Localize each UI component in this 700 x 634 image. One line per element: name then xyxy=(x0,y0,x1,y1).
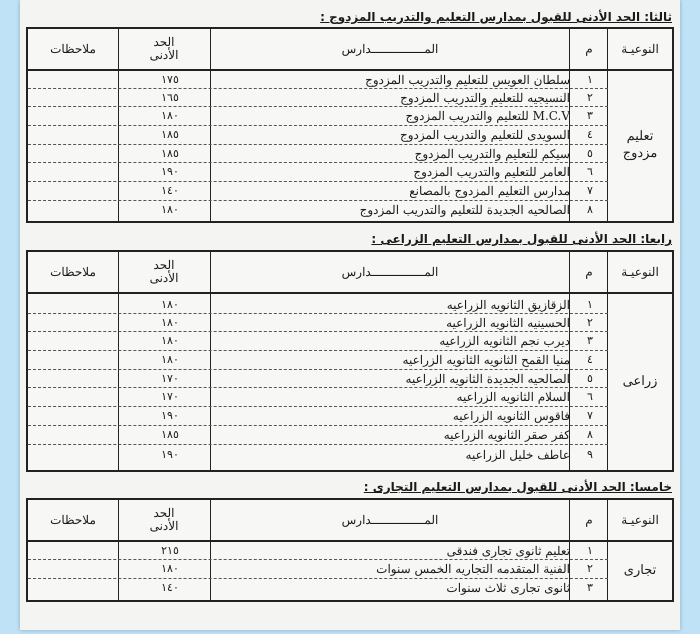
row-school: ديرب نجم الثانويه الزراعيه xyxy=(439,334,570,348)
row-min: ١٨٠ xyxy=(161,353,179,366)
row-num: ٢ xyxy=(587,562,593,575)
table-header xyxy=(28,252,672,294)
row-min: ١٨٠ xyxy=(161,298,179,311)
row-min: ١٩٠ xyxy=(161,409,179,422)
section-heading-dual: ثالثا: الحد الأدنى للقبول بمدارس التعليم والتدريب المزدوج : xyxy=(320,10,672,24)
row-num: ٥ xyxy=(587,147,593,160)
row-school: سلطان العويس للتعليم والتدريب المزدوج xyxy=(365,73,570,87)
header-min-line2: الأدنى xyxy=(149,519,179,533)
type-line: تجارى xyxy=(623,562,657,578)
row-num: ٢ xyxy=(587,91,593,104)
header-min xyxy=(118,29,210,69)
row-school: تعليم ثانوى تجارى فندقى xyxy=(446,544,570,558)
column-divider xyxy=(118,500,119,600)
header-notes: ملاحظات xyxy=(50,41,96,56)
row-divider xyxy=(28,559,608,560)
row-min: ١٧٠ xyxy=(161,390,179,403)
row-min: ١٧٥ xyxy=(161,73,179,86)
header-notes: ملاحظات xyxy=(50,264,96,279)
row-num: ٥ xyxy=(587,372,593,385)
type-cell xyxy=(608,69,672,221)
row-num: ٧ xyxy=(587,184,593,197)
row-school: مدارس التعليم المزدوج بالمصانع xyxy=(409,184,570,198)
row-num: ٦ xyxy=(587,390,593,403)
header-min-line1: الحد xyxy=(153,35,175,49)
row-num: ١ xyxy=(587,544,593,557)
table-header xyxy=(28,500,672,542)
row-min: ١٤٠ xyxy=(161,581,179,594)
header-type: النوعيـة xyxy=(621,41,659,56)
row-school: الصالحيه الجديدة الثانويه الزراعيه xyxy=(405,372,570,386)
row-divider xyxy=(28,162,608,163)
row-divider xyxy=(28,578,608,579)
type-cell xyxy=(608,540,672,600)
row-school: الفنية المتقدمه التجاريه الخمس سنوات xyxy=(376,562,570,576)
row-school: النسيجيه للتعليم والتدريب المزدوج xyxy=(400,91,570,105)
row-min: ١٨٥ xyxy=(161,147,179,160)
row-min: ٢١٥ xyxy=(161,544,179,557)
type-line: مزدوج xyxy=(622,146,658,161)
row-num: ٤ xyxy=(587,128,593,141)
row-school: السويدى للتعليم والتدريب المزدوج xyxy=(399,128,570,142)
row-num: ٣ xyxy=(587,334,593,347)
row-school: عاطف خليل الزراعيه xyxy=(465,448,570,462)
row-divider xyxy=(28,444,608,445)
row-num: ١ xyxy=(587,73,593,86)
row-school: سيكم للتعليم والتدريب المزدوج xyxy=(414,147,570,161)
row-num: ٨ xyxy=(587,203,593,216)
row-min: ١٨٠ xyxy=(161,316,179,329)
row-num: ١ xyxy=(587,298,593,311)
type-line: زراعى xyxy=(622,373,658,389)
row-divider xyxy=(28,313,608,314)
header-min xyxy=(118,500,210,540)
header-notes: ملاحظات xyxy=(50,512,96,527)
row-min: ١٩٠ xyxy=(161,165,179,178)
header-schools: المـــــــــــــــدارس xyxy=(341,264,439,279)
row-min: ١٨٥ xyxy=(161,128,179,141)
header-schools: المـــــــــــــــدارس xyxy=(341,41,439,56)
row-min: ١٨٠ xyxy=(161,109,179,122)
row-min: ١٤٠ xyxy=(161,184,179,197)
row-school: الصالحيه الجديدة للتعليم والتدريب المزدوج xyxy=(359,203,570,217)
header-min-line2: الأدنى xyxy=(149,271,179,285)
row-school: فاقوس الثانويه الزراعيه xyxy=(452,409,570,423)
header-min-line1: الحد xyxy=(153,258,175,272)
row-num: ٧ xyxy=(587,409,593,422)
type-cell xyxy=(608,292,672,470)
header-num: م xyxy=(585,264,593,279)
row-school: ثانوى تجارى ثلاث سنوات xyxy=(446,581,570,595)
row-divider xyxy=(28,406,608,407)
table-header xyxy=(28,29,672,71)
type-line: تعليم xyxy=(626,129,654,144)
row-divider xyxy=(28,369,608,370)
row-num: ٣ xyxy=(587,581,593,594)
row-school: منيا القمح الثانويه الثانويه الزراعيه xyxy=(402,353,570,367)
section-heading-agricultural: رابعا: الحد الأدنى للقبول بمدارس التعليم الزراعى : xyxy=(371,232,672,246)
row-school: M.C.V للتعليم والتدريب المزدوج xyxy=(405,109,570,123)
row-min: ١٩٠ xyxy=(161,448,179,461)
row-min: ١٨٠ xyxy=(161,203,179,216)
header-schools: المـــــــــــــــدارس xyxy=(341,512,439,527)
row-min: ١٨٠ xyxy=(161,562,179,575)
header-min-line1: الحد xyxy=(153,506,175,520)
row-min: ١٨٥ xyxy=(161,428,179,441)
row-num: ٨ xyxy=(587,428,593,441)
row-num: ٦ xyxy=(587,165,593,178)
column-divider xyxy=(118,252,119,470)
table-agricultural-education xyxy=(26,250,674,472)
row-divider xyxy=(28,125,608,126)
row-divider xyxy=(28,350,608,351)
header-num: م xyxy=(585,41,593,56)
row-min: ١٨٠ xyxy=(161,334,179,347)
row-school: السلام الثانويه الزراعيه xyxy=(456,390,570,404)
row-divider xyxy=(28,106,608,107)
row-divider xyxy=(28,88,608,89)
row-divider xyxy=(28,387,608,388)
row-divider xyxy=(28,331,608,332)
header-num: م xyxy=(585,512,593,527)
row-num: ٤ xyxy=(587,353,593,366)
row-school: الزقازيق الثانويه الزراعيه xyxy=(446,298,570,312)
header-type: النوعيـة xyxy=(621,264,659,279)
row-num: ٢ xyxy=(587,316,593,329)
table-commercial-education xyxy=(26,498,674,602)
row-divider xyxy=(28,425,608,426)
row-divider xyxy=(28,181,608,182)
row-num: ٣ xyxy=(587,109,593,122)
row-school: العامر للتعليم والتدريب المزدوج xyxy=(413,165,570,179)
row-divider xyxy=(28,200,608,201)
header-min xyxy=(118,252,210,292)
row-min: ١٦٥ xyxy=(161,91,179,104)
row-school: الحسينيه الثانويه الزراعيه xyxy=(446,316,570,330)
section-heading-commercial: خامسا: الحد الأدنى للقبول بمدارس التعليم التجارى : xyxy=(363,480,672,494)
table-dual-education xyxy=(26,27,674,223)
row-divider xyxy=(28,144,608,145)
document-page xyxy=(20,0,680,630)
row-min: ١٧٠ xyxy=(161,372,179,385)
header-type: النوعيـة xyxy=(621,512,659,527)
row-num: ٩ xyxy=(587,448,593,461)
row-school: كفر صقر الثانويه الزراعيه xyxy=(443,428,570,442)
header-min-line2: الأدنى xyxy=(149,48,179,62)
